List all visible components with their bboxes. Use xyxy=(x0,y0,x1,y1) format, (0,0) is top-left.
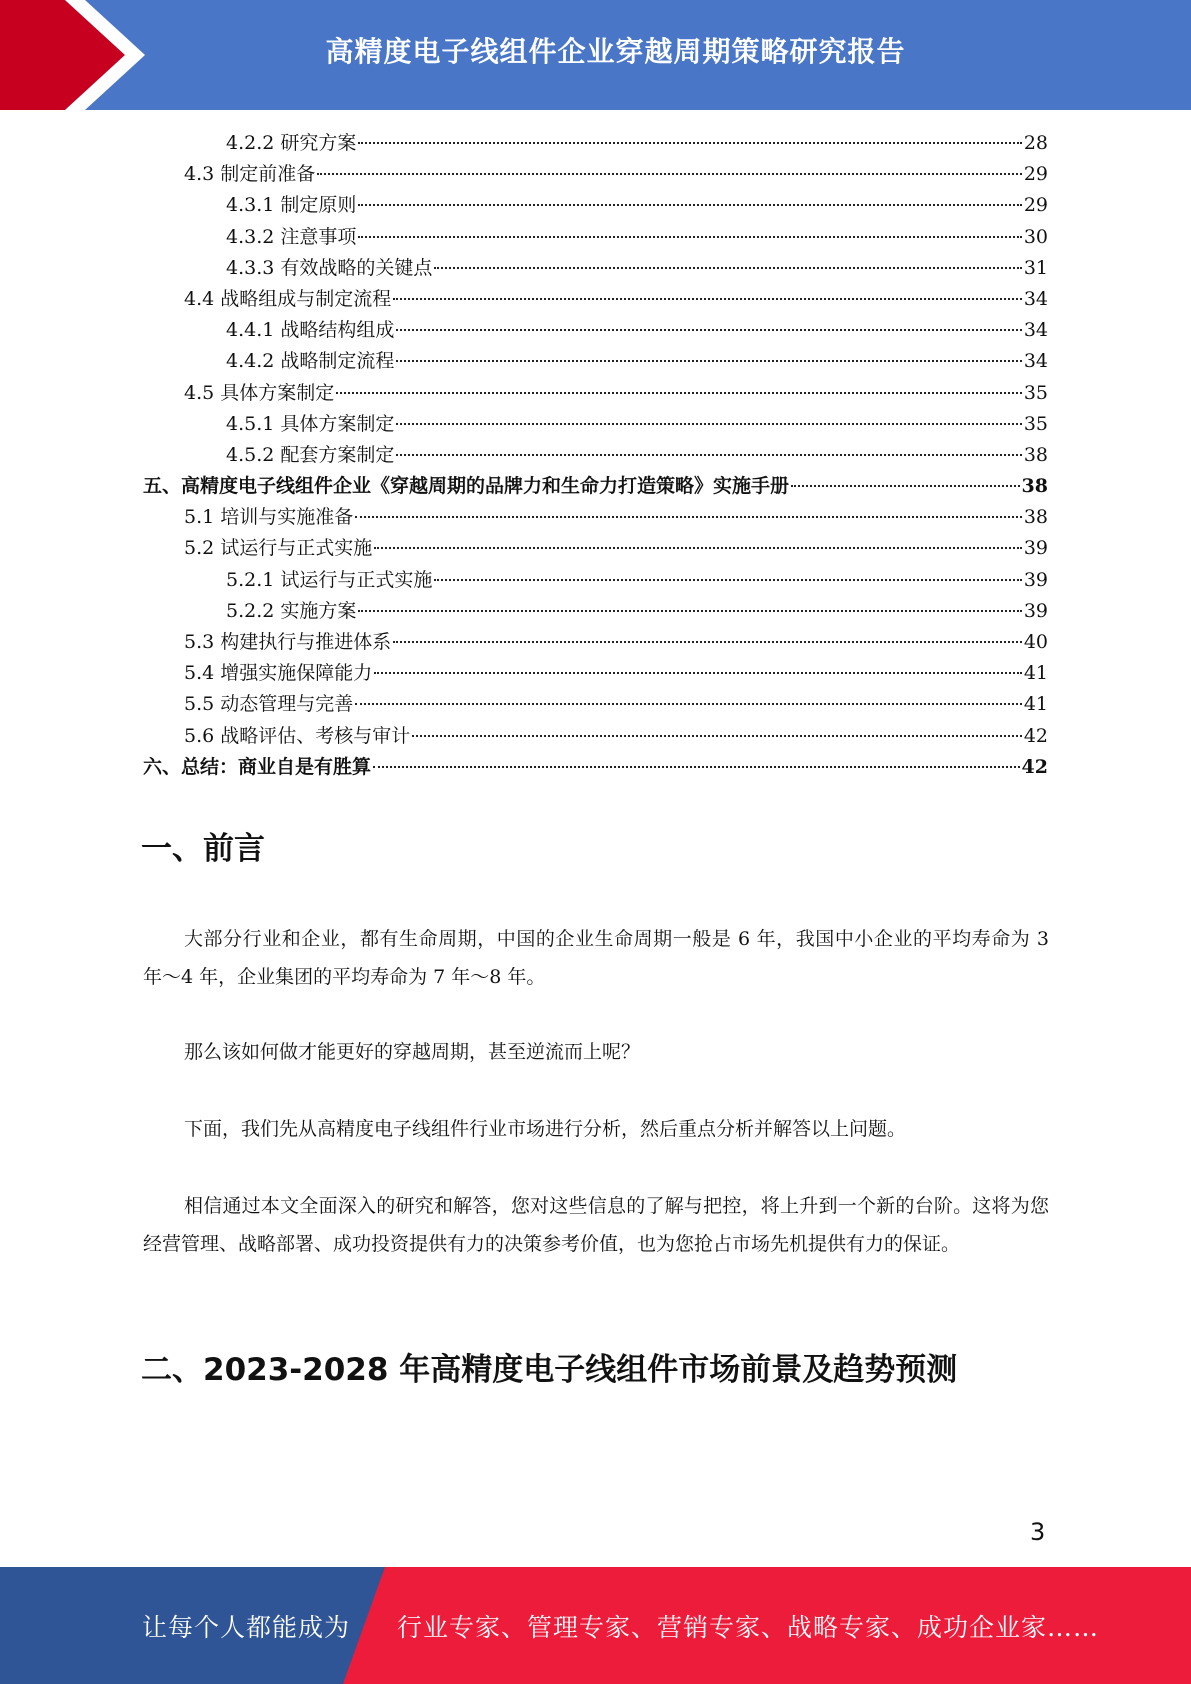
toc-entry-title: 4.4 战略组成与制定流程 xyxy=(184,287,392,310)
toc-entry-page: 28 xyxy=(1023,132,1048,154)
toc-entry[interactable] xyxy=(143,346,1048,377)
toc-dot-leader xyxy=(396,454,1021,456)
toc-entry-page: 38 xyxy=(1023,443,1048,466)
toc-entry-title: 5.2.1 试运行与正式实施 xyxy=(226,568,433,591)
toc-entry-page: 39 xyxy=(1023,599,1048,622)
toc-entry[interactable] xyxy=(143,752,1048,783)
toc-dot-leader xyxy=(791,485,1020,487)
toc-entry-page: 38 xyxy=(1023,506,1048,529)
toc-dot-leader xyxy=(396,360,1021,362)
toc-entry-title: 4.3 制定前准备 xyxy=(184,163,316,186)
toc-entry-title: 5.6 战略评估、考核与审计 xyxy=(184,724,411,747)
toc-entry-title: 4.3.2 注意事项 xyxy=(226,225,357,248)
report-header xyxy=(0,0,1191,110)
toc-entry-title: 4.3.3 有效战略的关键点 xyxy=(226,256,433,279)
toc-dot-leader xyxy=(434,267,1021,269)
report-title: 高精度电子线组件企业穿越周期策略研究报告 xyxy=(325,35,906,68)
footer-banner xyxy=(0,1567,1191,1684)
toc-dot-leader xyxy=(393,641,1022,643)
toc-dot-leader xyxy=(374,547,1022,549)
toc-dot-leader xyxy=(373,766,1020,768)
toc-entry[interactable] xyxy=(143,128,1048,159)
toc-entry-page: 40 xyxy=(1023,631,1048,653)
toc-dot-leader xyxy=(358,236,1021,238)
toc-entry[interactable] xyxy=(143,658,1048,689)
toc-dot-leader xyxy=(355,703,1022,705)
toc-entry[interactable] xyxy=(143,409,1048,440)
toc-entry-page: 34 xyxy=(1023,287,1048,310)
toc-entry[interactable] xyxy=(143,378,1048,409)
toc-entry-page: 29 xyxy=(1023,194,1048,217)
toc-entry[interactable] xyxy=(143,627,1048,658)
toc-entry[interactable] xyxy=(143,502,1048,533)
toc-entry-page: 41 xyxy=(1023,693,1048,716)
toc-entry-title: 4.2.2 研究方案 xyxy=(226,132,357,154)
footer-slogan-right: 行业专家、管理专家、营销专家、战略专家、成功企业家…… xyxy=(397,1612,1100,1642)
toc-dot-leader xyxy=(434,579,1021,581)
toc-dot-leader xyxy=(317,173,1022,175)
paragraph: 那么该如何做才能更好的穿越周期，甚至逆流而上呢？ xyxy=(184,1041,641,1063)
toc-entry-title: 5.2.2 实施方案 xyxy=(226,599,357,622)
toc-entry[interactable] xyxy=(143,689,1048,720)
toc-entry-page: 38 xyxy=(1021,475,1048,498)
section-heading-market-forecast: 二、2023-2028 年高精度电子线组件市场前景及趋势预测 xyxy=(141,1352,958,1388)
toc-entry-page: 42 xyxy=(1023,724,1048,747)
toc-entry[interactable] xyxy=(143,190,1048,221)
toc-entry-title: 5.4 增强实施保障能力 xyxy=(184,662,373,685)
toc-entry-title: 4.5.2 配套方案制定 xyxy=(226,443,395,466)
toc-entry-page: 29 xyxy=(1023,163,1048,186)
paragraph: 相信通过本文全面深入的研究和解答，您对这些信息的了解与把控，将上升到一个新的台阶。这将为您经营管理、战略部署、成功投资提供有力的决策参考价值，也为您抢占市场先机提供有力的保证。 xyxy=(143,1195,1049,1255)
toc-entry-page: 35 xyxy=(1023,381,1048,404)
chevron-arrow-icon xyxy=(0,0,160,110)
toc-entry-title: 5.3 构建执行与推进体系 xyxy=(184,631,392,653)
toc-entry[interactable] xyxy=(143,222,1048,253)
toc-entry-title: 4.4.1 战略结构组成 xyxy=(226,319,395,342)
toc-dot-leader xyxy=(358,204,1021,206)
toc-entry-title: 4.5 具体方案制定 xyxy=(184,381,335,404)
toc-entry[interactable] xyxy=(143,565,1048,596)
toc-entry-title: 4.5.1 具体方案制定 xyxy=(226,412,395,435)
toc-entry-title: 5.5 动态管理与完善 xyxy=(184,693,354,716)
toc-dot-leader xyxy=(374,672,1022,674)
toc-entry[interactable] xyxy=(143,596,1048,627)
table-of-contents xyxy=(143,128,1048,783)
toc-entry-page: 35 xyxy=(1023,412,1048,435)
toc-entry[interactable] xyxy=(143,315,1048,346)
toc-entry[interactable] xyxy=(143,440,1048,471)
footer-slogan-left: 让每个人都能成为 xyxy=(142,1612,351,1642)
paragraph: 下面，我们先从高精度电子线组件行业市场进行分析，然后重点分析并解答以上问题。 xyxy=(184,1118,907,1140)
toc-dot-leader xyxy=(393,298,1022,300)
toc-dot-leader xyxy=(336,392,1022,394)
toc-entry[interactable] xyxy=(143,284,1048,315)
toc-dot-leader xyxy=(358,610,1021,612)
toc-entry[interactable] xyxy=(143,533,1048,564)
toc-entry-page: 41 xyxy=(1023,662,1048,685)
toc-entry-page: 30 xyxy=(1023,225,1048,248)
toc-dot-leader xyxy=(396,423,1021,425)
toc-dot-leader xyxy=(396,329,1021,331)
toc-entry-title: 4.3.1 制定原则 xyxy=(226,194,357,217)
toc-entry-title: 六、总结：商业自是有胜算 xyxy=(143,755,372,778)
toc-dot-leader xyxy=(355,516,1022,518)
toc-entry-page: 39 xyxy=(1023,537,1048,560)
toc-entry[interactable] xyxy=(143,721,1048,752)
toc-entry-page: 39 xyxy=(1023,568,1048,591)
toc-entry[interactable] xyxy=(143,253,1048,284)
toc-entry[interactable] xyxy=(143,159,1048,190)
toc-dot-leader xyxy=(358,142,1021,144)
toc-dot-leader xyxy=(412,735,1022,737)
page-number: 3 xyxy=(1030,1518,1046,1546)
toc-entry-title: 5.1 培训与实施准备 xyxy=(184,506,354,529)
paragraph: 大部分行业和企业，都有生命周期，中国的企业生命周期一般是 6 年，我国中小企业的平均寿命为 3 年～4 年，企业集团的平均寿命为 7 年～8 年。 xyxy=(143,928,1049,988)
toc-entry-page: 42 xyxy=(1021,755,1048,778)
toc-entry[interactable] xyxy=(143,471,1048,502)
toc-entry-page: 31 xyxy=(1023,256,1048,279)
toc-entry-title: 4.4.2 战略制定流程 xyxy=(226,350,395,373)
section-heading-preface: 一、前言 xyxy=(141,831,265,867)
toc-entry-page: 34 xyxy=(1023,350,1048,373)
toc-entry-page: 34 xyxy=(1023,319,1048,342)
toc-entry-title: 5.2 试运行与正式实施 xyxy=(184,537,373,560)
toc-entry-title: 五、高精度电子线组件企业《穿越周期的品牌力和生命力打造策略》实施手册 xyxy=(143,475,790,498)
